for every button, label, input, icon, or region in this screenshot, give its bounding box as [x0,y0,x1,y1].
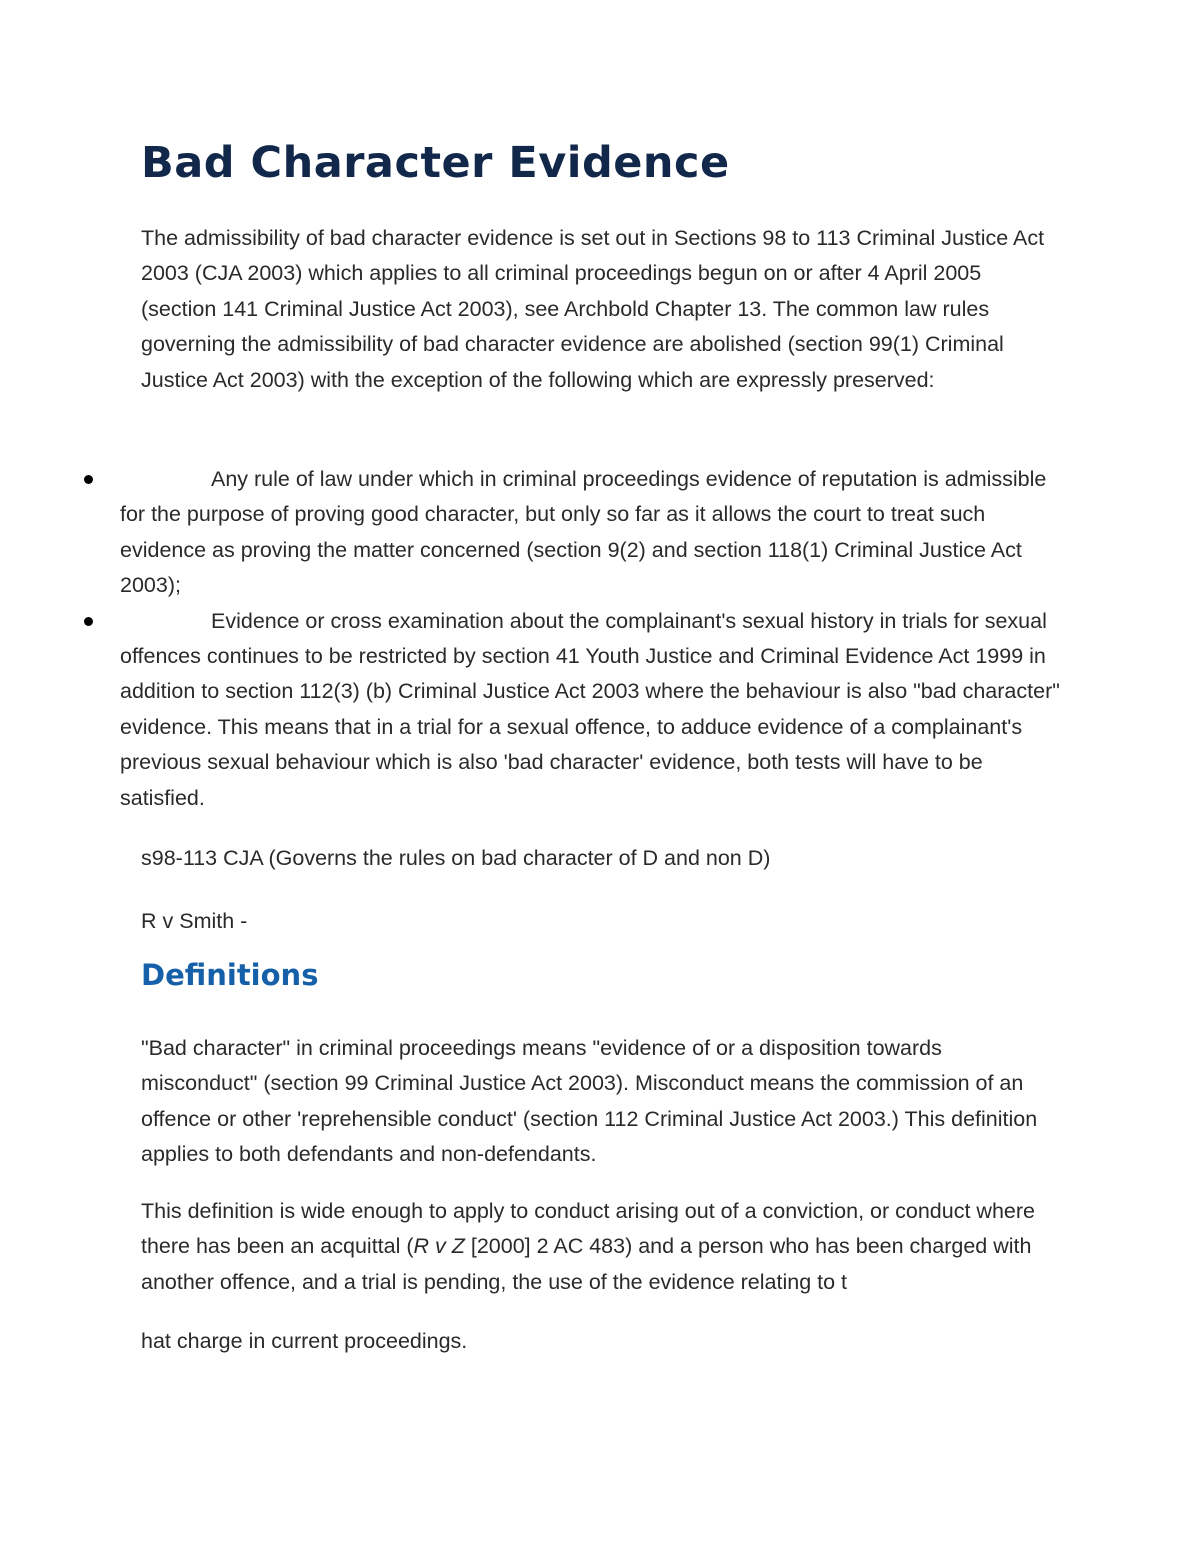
definitions-paragraph-1: "Bad character" in criminal proceedings means "evidence of or a disposition towards misconduct" (section 99 Criminal Justice Act 2003). Misconduct means the commission of an offence or other 'reprehensible conduct' (section 112 Criminal Justice Act 2003.) This definition applies to both defendants and non-defendants. [141,1036,1038,1167]
definitions-paragraph-3: hat charge in current proceedings. [141,1329,468,1353]
definitions-heading: Definitions [141,958,319,992]
list-item [84,462,1064,604]
cja-note: s98-113 CJA (Governs the rules on bad character of D and non D) [141,846,771,870]
bullet-icon [84,475,93,484]
bullet-icon [84,617,93,626]
intro-paragraph: The admissibility of bad character evidence is set out in Sections 98 to 113 Criminal Justice Act 2003 (CJA 2003) which applies to all criminal proceedings begun on or after 4 April 2005 (section 141 Criminal Justice Act 2003), see Archbold Chapter 13. The common law rules governing the admissibility of bad character evidence are abolished (section 99(1) Criminal Justice Act 2003) with the exception of the following which are expressly preserved: [141,226,1045,392]
list-item-text: Evidence or cross examination about the complainant's sexual history in trials for sexual offences continues to be restricted by section 41 Youth Justice and Criminal Evidence Act 1999 in addition to section 112(3) (b) Criminal Justice Act 2003 where the behaviour is also "bad character" evidence. This means that in a trial for a sexual offence, to adduce evidence of a complainant's previous sexual behaviour which is also 'bad character' evidence, both tests will have to be satisfied. [120,608,1060,810]
preserved-rules-list [84,462,1064,816]
case-note-smith: R v Smith - [141,909,248,933]
definitions-paragraph-2 [141,1194,1061,1300]
list-item [84,604,1064,816]
case-name-r-v-z: R v Z [413,1234,465,1259]
list-item-text: Any rule of law under which in criminal proceedings evidence of reputation is admissible for the purpose of proving good character, but only so far as it allows the court to treat such evidence as proving the matter concerned (section 9(2) and section 118(1) Criminal Justice Act 2003); [120,467,1047,598]
definitions-paragraph-2-start: This definition is wide enough to apply to conduct arising out of a conviction, or conduct where there has been an acquittal ( [141,1199,1035,1259]
page-title: Bad Character Evidence [141,138,730,188]
definitions-paragraph-2-end: [2000] 2 AC 483) and a person who has been charged with another offence, and a trial is pending, the use of the evidence relating to t [141,1234,1032,1294]
